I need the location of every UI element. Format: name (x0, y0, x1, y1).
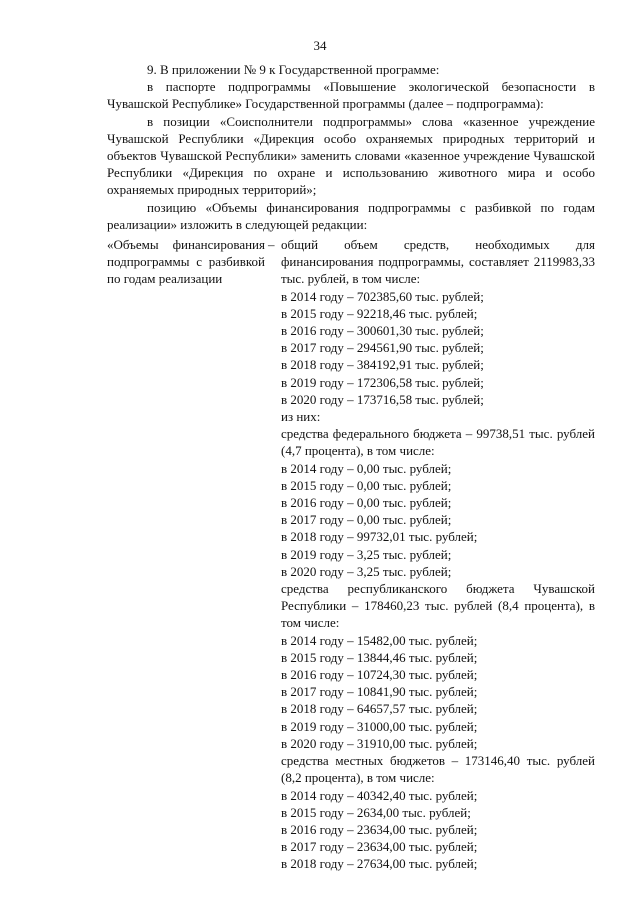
local-budget: средства местных бюджетов – 173146,40 тыс. рублей (8,2 процента), в том числе: (281, 753, 595, 786)
year-line: в 2018 году – 64657,57 тыс. рублей; (281, 701, 478, 717)
intro-paragraph: в паспорте подпрограммы «Повышение экологической безопасности в Чувашской Республике» Государственной программы (далее – подпрограмма): (107, 79, 595, 112)
separator-dash: – (268, 237, 275, 252)
year-line: в 2019 году – 3,25 тыс. рублей; (281, 546, 452, 562)
total-volume: общий объем средств, необходимых для финансирования подпрограммы, составляет 2119983,33 тыс. рублей, в том числе: (281, 237, 595, 287)
year-line: в 2019 году – 172306,58 тыс. рублей; (281, 374, 484, 390)
year-line: в 2015 году – 0,00 тыс. рублей; (281, 477, 452, 493)
year-line: в 2018 году – 384192,91 тыс. рублей; (281, 357, 484, 373)
year-line: в 2018 году – 27634,00 тыс. рублей; (281, 856, 478, 872)
year-line: в 2016 году – 23634,00 тыс. рублей; (281, 821, 478, 837)
year-line: в 2020 году – 31910,00 тыс. рублей; (281, 735, 478, 751)
year-line: в 2016 году – 0,00 тыс. рублей; (281, 495, 452, 511)
year-line: в 2015 году – 2634,00 тыс. рублей; (281, 804, 471, 820)
year-line: в 2015 году – 13844,46 тыс. рублей; (281, 649, 478, 665)
year-line: в 2018 году – 99732,01 тыс. рублей; (281, 529, 478, 545)
intro-text (107, 61, 595, 233)
intro-paragraph: позицию «Объемы финансирования подпрограммы с разбивкой по годам реализации» изложить в следующей редакции: (107, 199, 595, 232)
year-line: в 2014 году – 40342,40 тыс. рублей; (281, 787, 478, 803)
year-line: в 2020 году – 173716,58 тыс. рублей; (281, 391, 484, 407)
republic-budget: средства республиканского бюджета Чувашской Республики – 178460,23 тыс. рублей (8,4 процента), в том числе: (281, 581, 595, 631)
year-line: в 2017 году – 23634,00 тыс. рублей; (281, 839, 478, 855)
year-line: в 2016 году – 300601,30 тыс. рублей; (281, 323, 484, 339)
year-line: в 2020 году – 3,25 тыс. рублей; (281, 563, 452, 579)
intro-paragraph: 9. В приложении № 9 к Государственной программе: (147, 62, 440, 77)
year-line: в 2019 году – 31000,00 тыс. рублей; (281, 718, 478, 734)
year-line: в 2015 году – 92218,46 тыс. рублей; (281, 305, 478, 321)
of-them-label: из них: (281, 409, 321, 425)
year-line: в 2014 году – 702385,60 тыс. рублей; (281, 288, 484, 304)
year-line: в 2014 году – 0,00 тыс. рублей; (281, 460, 452, 476)
financing-label: «Объемы финансирования подпрограммы с разбивкой по годам реализации (107, 237, 265, 287)
year-line: в 2017 году – 294561,90 тыс. рублей; (281, 340, 484, 356)
financing-details (281, 236, 595, 873)
page-number: 34 (313, 38, 327, 53)
federal-budget: средства федерального бюджета – 99738,51 тыс. рублей (4,7 процента), в том числе: (281, 426, 595, 459)
year-line: в 2016 году – 10724,30 тыс. рублей; (281, 667, 478, 683)
year-line: в 2017 году – 10841,90 тыс. рублей; (281, 684, 478, 700)
year-line: в 2017 году – 0,00 тыс. рублей; (281, 512, 452, 528)
intro-paragraph: в позиции «Соисполнители подпрограммы» слова «казенное учреждение Чувашской Республики «Дирекция особо охраняемых природных территорий и объектов Чувашской Республики» заменить словами «казенное учреждение Чувашской Республики «Дирекция по охране и использованию животного мира и особо охраняемых природных территорий»; (107, 113, 595, 198)
year-line: в 2014 году – 15482,00 тыс. рублей; (281, 632, 478, 648)
